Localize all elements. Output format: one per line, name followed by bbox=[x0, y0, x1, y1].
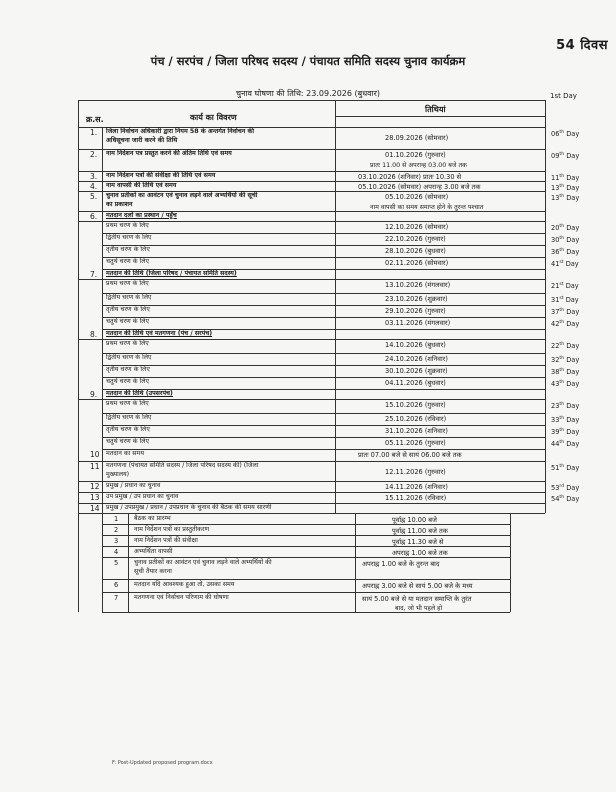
activity-text-line2: मुख्यालय) bbox=[106, 471, 130, 478]
day-count: 31st Day bbox=[551, 296, 579, 305]
column-divider bbox=[102, 127, 103, 612]
day-count: 22th Day bbox=[551, 342, 580, 351]
activity-text: मतदान की तिथि (जिला परिषद / पंचायत समिति सदस्य) bbox=[106, 270, 237, 277]
sub-schedule-time: अपराह्न 1.00 बजे के तुरन्त बाद bbox=[362, 560, 440, 568]
sub-activity-text-line2: सूची तैयार करना bbox=[134, 568, 172, 575]
schedule-date: 15.10.2026 (गुरुवार) bbox=[385, 401, 446, 409]
schedule-date: 25.10.2026 (रविवार) bbox=[385, 415, 447, 423]
schedule-date: 04.11.2026 (बुधवार) bbox=[385, 379, 446, 387]
day-count: 13th Day bbox=[551, 194, 580, 203]
day-count: 41st Day bbox=[551, 260, 579, 269]
schedule-date: 01.10.2026 (गुरुवार) bbox=[385, 151, 446, 159]
day-count: 23th Day bbox=[551, 402, 580, 411]
sub-activity-text: मतगणना एवं निर्वाचन परिणाम की घोषणा bbox=[134, 594, 229, 601]
header-dates: तिथियां bbox=[425, 105, 446, 114]
day-count: 53rd Day bbox=[551, 484, 580, 493]
sub-row-number: 1 bbox=[114, 515, 119, 523]
schedule-date: 23.10.2026 (शुक्रवार) bbox=[385, 295, 448, 303]
schedule-date: 05.11.2026 (गुरुवार) bbox=[385, 439, 446, 447]
day-count: 51th Day bbox=[551, 464, 580, 473]
day-count: 20th Day bbox=[551, 224, 580, 233]
day-count: 38th Day bbox=[551, 368, 580, 377]
activity-text: नाम निर्देशन पत्रों की संवीक्षा की तिथि एवं समय bbox=[106, 172, 216, 179]
activity-text: मतदान की तिथि (उपसरपंच) bbox=[106, 390, 173, 397]
day-count: 54th Day bbox=[551, 495, 580, 504]
activity-text: मतदान दलों का प्रस्थान / पहुँच bbox=[106, 212, 177, 219]
row-divider bbox=[102, 377, 545, 378]
header-activity: कार्य का विवरण bbox=[190, 113, 237, 122]
row-divider bbox=[78, 100, 545, 101]
activity-text: द्वितीय चरण के लिए bbox=[106, 294, 152, 301]
row-number: 14 bbox=[90, 504, 100, 513]
activity-text: मतदान की तिथि एवं मतगणना (पंच / सरपंच) bbox=[106, 330, 213, 337]
sub-schedule-time: पूर्वाह्न 11.00 बजे तक bbox=[392, 527, 448, 535]
schedule-date: 29.10.2026 (गुरुवार) bbox=[385, 307, 446, 315]
schedule-date: 30.10.2026 (शुक्रवार) bbox=[385, 367, 448, 375]
row-number: 13 bbox=[90, 493, 100, 502]
activity-text: चतुर्थ चरण के लिए bbox=[106, 378, 149, 385]
column-divider bbox=[128, 513, 129, 612]
row-divider bbox=[102, 233, 545, 234]
activity-text-line2: अधिसूचना जारी करने की तिथि bbox=[106, 137, 178, 144]
row-number: 4. bbox=[90, 182, 98, 191]
activity-text: प्रमुख / प्रधान का चुनाव bbox=[106, 482, 161, 489]
activity-text: तृतीय चरण के लिए bbox=[106, 246, 150, 253]
schedule-date: 02.11.2026 (सोमवार) bbox=[385, 259, 449, 267]
schedule-date: 13.10.2026 (मंगलवार) bbox=[385, 281, 451, 289]
sub-schedule-time: सायं 5.00 बजे से या मतदान समाप्ति के तुरंत bbox=[362, 595, 472, 603]
row-divider bbox=[102, 579, 510, 580]
activity-text: नाम वापसी की तिथि एवं समय bbox=[106, 182, 177, 189]
schedule-date: 12.10.2026 (सोमवार) bbox=[385, 223, 449, 231]
row-number: 10 bbox=[90, 450, 100, 459]
sub-row-number: 7 bbox=[114, 594, 119, 602]
sub-schedule-time: पूर्वाह्न 10.00 बजे bbox=[392, 516, 437, 524]
day-count: 21st Day bbox=[551, 282, 579, 291]
sub-schedule-time: पूर्वाह्न 11.30 बजे से bbox=[392, 538, 444, 546]
schedule-date: 03.11.2026 (मंगलवार) bbox=[385, 319, 451, 327]
row-number: 2. bbox=[90, 150, 98, 159]
schedule-date: 28.10.2026 (बुधवार) bbox=[385, 247, 446, 255]
day-count: 06th Day bbox=[551, 130, 580, 139]
day-count: 11th Day bbox=[551, 174, 580, 183]
activity-text: जिला निर्वाचन अधिकारी द्वारा नियम 58 के अन्तर्गत निर्वाचन की bbox=[106, 128, 254, 135]
row-number: 11 bbox=[90, 462, 100, 471]
activity-text: द्वितीय चरण के लिए bbox=[106, 414, 152, 421]
row-number: 8. bbox=[90, 330, 98, 339]
row-number: 1. bbox=[90, 128, 98, 137]
schedule-date: 15.11.2026 (रविवार) bbox=[385, 494, 447, 502]
schedule-date: 31.10.2026 (शनिवार) bbox=[385, 427, 448, 435]
day-count: 09th Day bbox=[551, 152, 580, 161]
header-sno: क्र.स. bbox=[86, 115, 104, 124]
row-number: 12 bbox=[90, 482, 100, 491]
day-count: 33th Day bbox=[551, 416, 580, 425]
row-divider bbox=[102, 546, 510, 547]
column-divider bbox=[510, 513, 511, 612]
column-divider bbox=[335, 100, 336, 513]
row-divider bbox=[335, 116, 545, 117]
row-divider bbox=[102, 425, 545, 426]
row-divider bbox=[102, 245, 545, 246]
row-number: 5. bbox=[90, 192, 98, 201]
activity-text: तृतीय चरण के लिए bbox=[106, 306, 150, 313]
sub-row-number: 6 bbox=[114, 581, 119, 589]
activity-text-line2: का प्रकाशन bbox=[106, 201, 133, 208]
activity-text: प्रथम चरण के लिए bbox=[106, 280, 149, 287]
column-divider bbox=[355, 513, 356, 612]
schedule-date: प्रातः 07.00 बजे से सायं 06.00 बजे तक bbox=[358, 451, 462, 459]
sub-row-number: 2 bbox=[114, 526, 119, 534]
row-number: 7. bbox=[90, 270, 98, 279]
activity-text: मतदान का समय bbox=[106, 450, 144, 457]
schedule-date: 14.11.2026 (शनिवार) bbox=[385, 483, 448, 491]
sub-schedule-time: अपराह्न 1.00 बजे तक bbox=[392, 549, 448, 557]
row-divider bbox=[78, 513, 545, 514]
sub-row-number: 5 bbox=[114, 559, 119, 567]
sub-row-number: 4 bbox=[114, 548, 119, 556]
sub-activity-text: अभ्यर्थिता वापसी bbox=[134, 548, 173, 555]
day-count: 13th Day bbox=[551, 184, 580, 193]
day-count: 30th Day bbox=[551, 236, 580, 245]
day-count: 39th Day bbox=[551, 428, 580, 437]
day-count: 43th Day bbox=[551, 380, 580, 389]
sub-row-number: 3 bbox=[114, 537, 119, 545]
schedule-date: 05.10.2026 (सोमवार) अपरान्ह 3.00 बजे तक bbox=[358, 183, 481, 191]
row-divider bbox=[102, 293, 545, 294]
footer-filename: F: Post-Updated proposed program.docx bbox=[112, 760, 213, 766]
activity-text: चुनाव प्रतीकों का आवंटन एवं चुनाव लड़ने वाले अभ्यर्थियों की सूची bbox=[106, 192, 258, 199]
activity-text: चतुर्थ चरण के लिए bbox=[106, 318, 149, 325]
row-divider bbox=[102, 592, 510, 593]
sub-schedule-time: अपराह्न 3.00 बजे से सायं 5.00 बजे के मध्य bbox=[362, 582, 473, 590]
activity-text: चतुर्थ चरण के लिए bbox=[106, 258, 149, 265]
schedule-date: 12.11.2026 (गुरुवार) bbox=[385, 468, 446, 476]
day-count: 37th Day bbox=[551, 308, 580, 317]
sub-activity-text: चुनाव प्रतीकों का आवंटन एवं चुनाव लड़ने वाले अभ्यर्थियों की bbox=[134, 559, 272, 566]
schedule-date: 03.10.2026 (शनिवार) प्रातः 10.30 से bbox=[358, 173, 462, 181]
activity-text: द्वितीय चरण के लिए bbox=[106, 354, 152, 361]
column-divider bbox=[78, 100, 79, 612]
schedule-date: 14.10.2026 (बुधवार) bbox=[385, 341, 446, 349]
schedule-date: 28.09.2026 (सोमवार) bbox=[385, 134, 449, 142]
schedule-date: 22.10.2026 (गुरुवार) bbox=[385, 235, 446, 243]
row-divider bbox=[102, 612, 510, 613]
activity-text: मतगणना (पंचायत समिति सदस्य / जिला परिषद सदस्य की) (जिला bbox=[106, 462, 259, 469]
row-number: 6. bbox=[90, 212, 98, 221]
activity-text: प्रथम चरण के लिए bbox=[106, 400, 149, 407]
row-divider bbox=[102, 524, 510, 525]
day-count: 44th Day bbox=[551, 440, 580, 449]
row-number: 9. bbox=[90, 390, 98, 399]
sub-activity-text: नाम निर्देशन पत्रों का प्रस्तुतीकरण bbox=[134, 526, 210, 533]
activity-text: प्रथम चरण के लिए bbox=[106, 340, 149, 347]
row-divider bbox=[102, 413, 545, 414]
row-divider bbox=[102, 317, 545, 318]
sub-activity-text: मतदान यदि आवश्यक हुआ तो, उसका समय bbox=[134, 581, 235, 588]
column-divider bbox=[545, 100, 546, 513]
day-count: 36th Day bbox=[551, 248, 580, 257]
page-marker: 54 दिवस bbox=[556, 38, 608, 53]
row-divider bbox=[102, 305, 545, 306]
activity-text: तृतीय चरण के लिए bbox=[106, 426, 150, 433]
activity-text: द्वितीय चरण के लिए bbox=[106, 234, 152, 241]
activity-text: तृतीय चरण के लिए bbox=[106, 366, 150, 373]
row-divider bbox=[102, 257, 545, 258]
page-title: पंच / सरपंच / जिला परिषद सदस्य / पंचायत समिति सदस्य चुनाव कार्यक्रम bbox=[150, 54, 466, 68]
first-day-label: 1st Day bbox=[550, 92, 577, 100]
activity-text: प्रमुख / उपप्रमुख / प्रधान / उपप्रधान के चुनाव की बैठक की समय सारणी bbox=[106, 504, 272, 511]
schedule-date: 05.10.2026 (सोमवार) bbox=[385, 193, 449, 201]
sub-activity-text: नाम निर्देशन पत्रों की संवीक्षा bbox=[134, 537, 198, 544]
row-number: 3. bbox=[90, 172, 98, 181]
row-divider bbox=[102, 557, 510, 558]
row-divider bbox=[102, 437, 545, 438]
day-count: 42th Day bbox=[551, 320, 580, 329]
sub-schedule-note: बाद, जो भी पहले हो bbox=[395, 605, 443, 612]
row-divider bbox=[102, 365, 545, 366]
activity-text: नाम निर्देशन पत्र प्रस्तुत करने की अंतिम तिथि एवं समय bbox=[106, 150, 232, 157]
activity-text: प्रथम चरण के लिए bbox=[106, 222, 149, 229]
schedule-note: प्रातः 11.00 से अपरान्ह 03.00 बजे तक bbox=[370, 162, 467, 169]
activity-text: उप प्रमुख / उप प्रधान का चुनाव bbox=[106, 493, 179, 500]
activity-text: चतुर्थ चरण के लिए bbox=[106, 438, 149, 445]
row-divider bbox=[102, 353, 545, 354]
schedule-date: 24.10.2026 (शनिवार) bbox=[385, 355, 448, 363]
sub-activity-text: बैठक का प्रारम्भ bbox=[134, 515, 171, 522]
row-divider bbox=[102, 535, 510, 536]
announcement-date: चुनाव घोषणा की तिथि: 23.09.2026 (बुधवार) bbox=[235, 89, 381, 98]
row-divider bbox=[102, 449, 545, 450]
schedule-note: नाम वापसी का समय समाप्त होने के तुरन्त पश्चात bbox=[370, 204, 484, 211]
day-count: 32th Day bbox=[551, 356, 580, 365]
